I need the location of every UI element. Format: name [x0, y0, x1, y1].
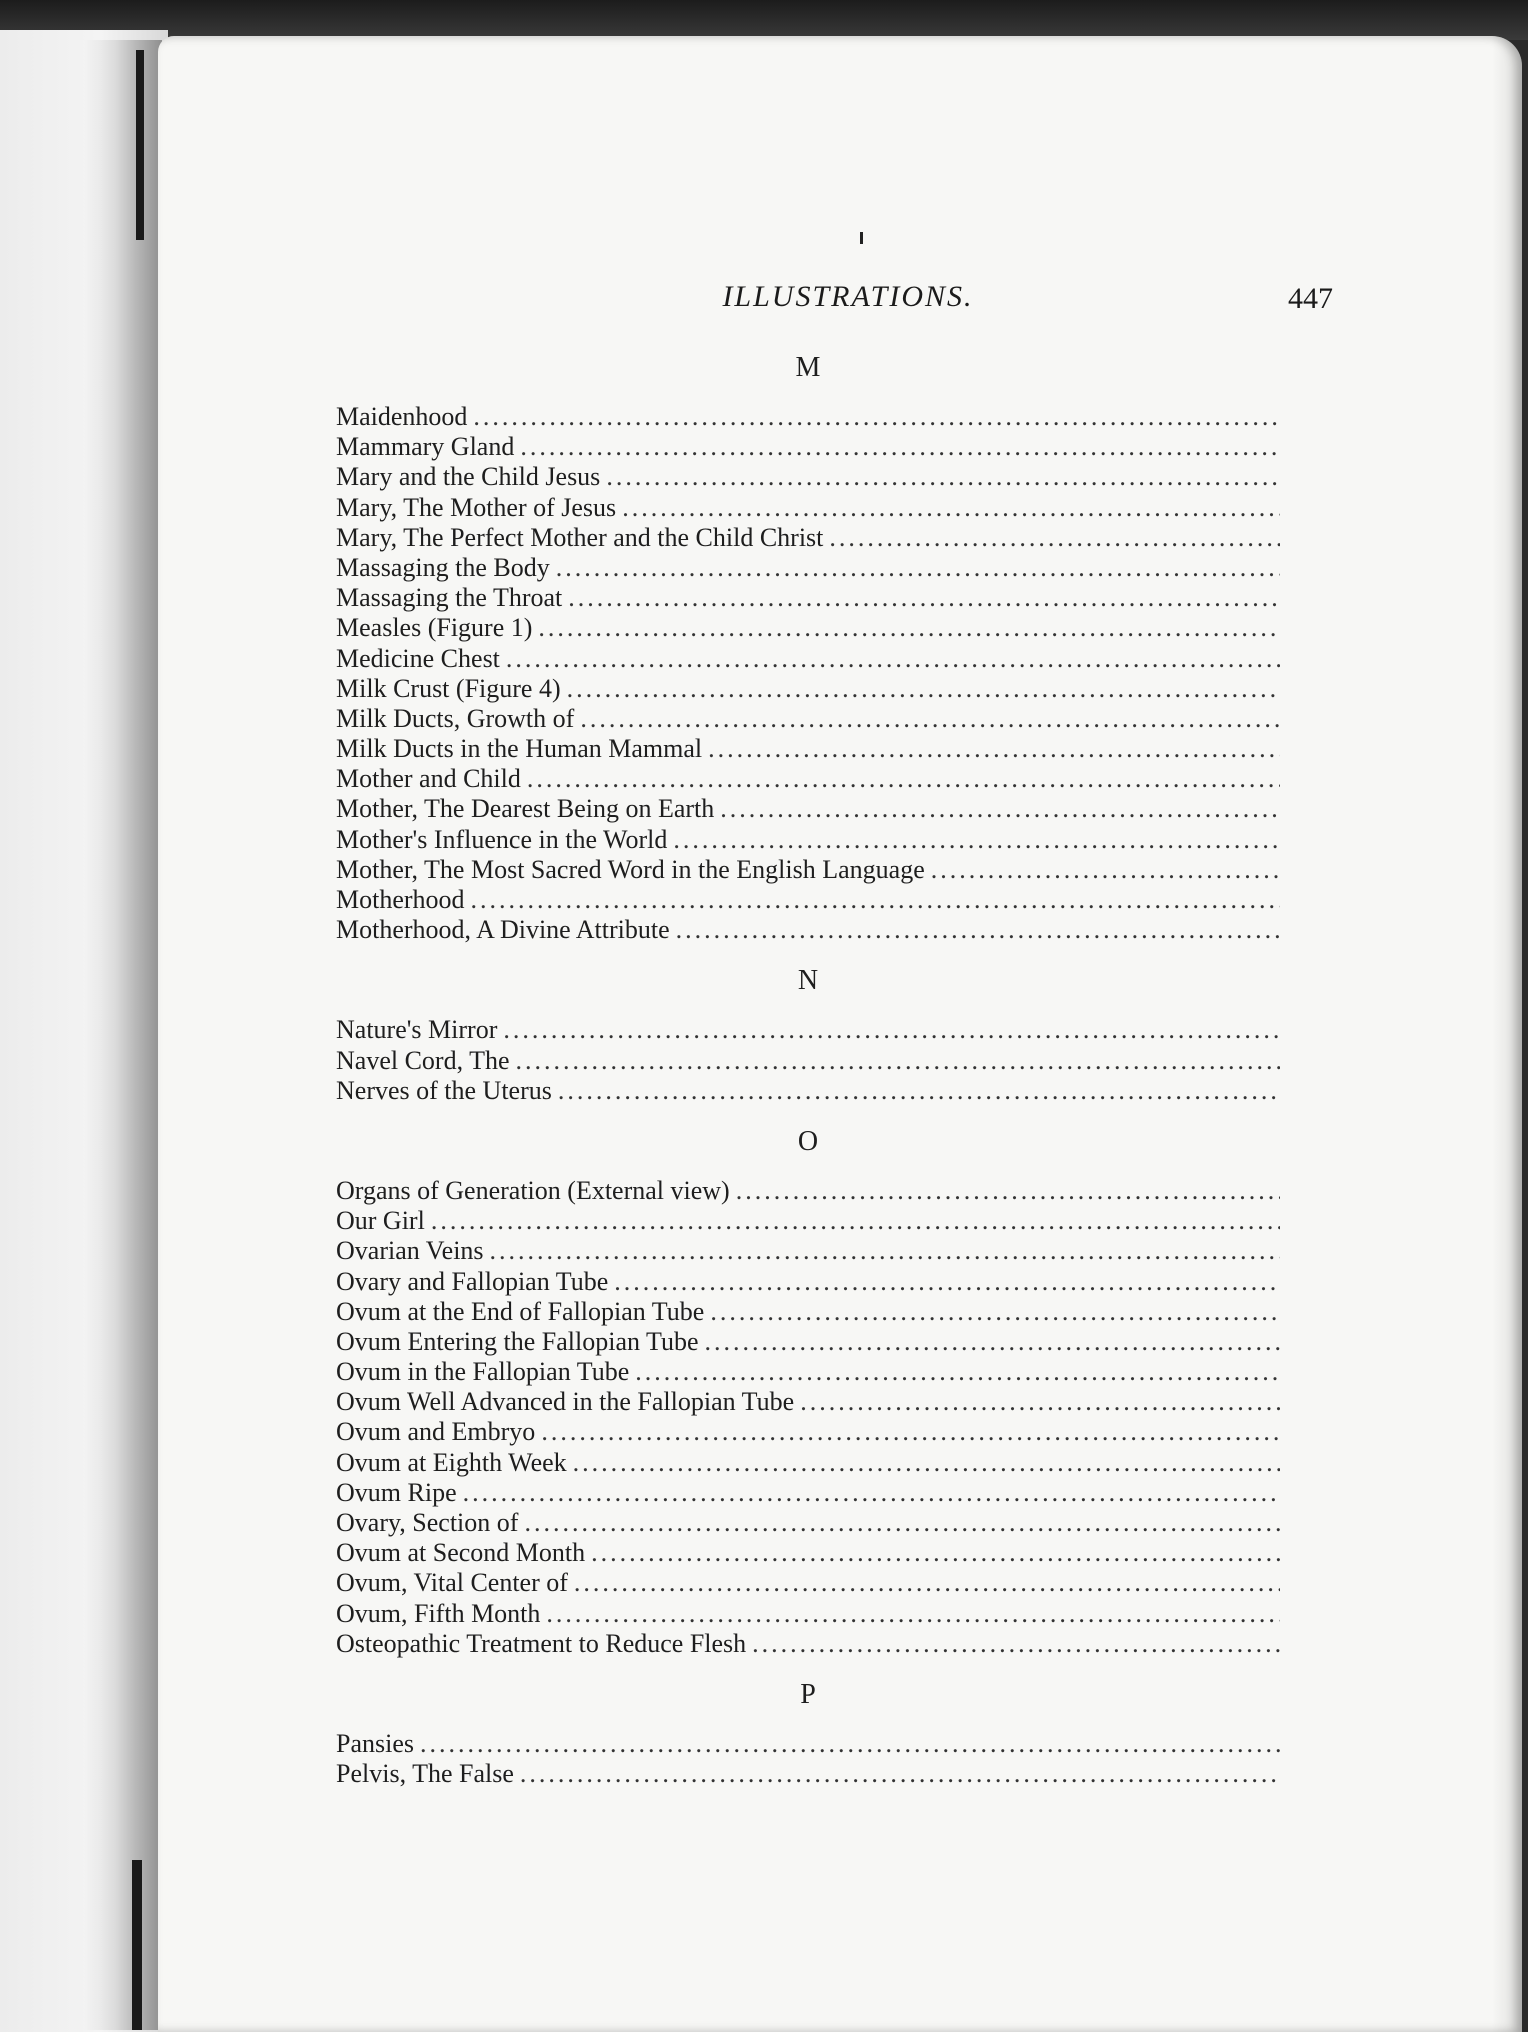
- binding-mark: [132, 1860, 142, 2030]
- dot-leader: [614, 1267, 1280, 1297]
- index-entry: [336, 855, 1280, 885]
- dot-leader: [800, 1387, 1280, 1417]
- dot-leader: [673, 825, 1280, 855]
- entry-title: Measles (Figure 1): [336, 613, 533, 643]
- entry-title: Ovum at Eighth Week: [336, 1447, 567, 1477]
- dot-leader: [573, 1448, 1280, 1478]
- index-entry: [336, 462, 1280, 492]
- entry-title: Ovum, Fifth Month: [336, 1598, 541, 1628]
- index-entry: [336, 583, 1280, 613]
- entry-title: Organs of Generation (External view): [336, 1175, 730, 1205]
- entry-title: Ovum Ripe: [336, 1477, 457, 1507]
- entry-title: Mother, The Dearest Being on Earth: [336, 794, 715, 824]
- entry-title: Nerves of the Uterus: [336, 1075, 552, 1105]
- entry-title: Massaging the Body: [336, 552, 550, 582]
- index-entry: [336, 1267, 1280, 1297]
- entry-title: Ovum in the Fallopian Tube: [336, 1357, 630, 1387]
- index-entry: [336, 1568, 1280, 1598]
- entry-title: Milk Ducts, Growth of: [336, 703, 575, 733]
- binding-mark: [136, 50, 144, 240]
- index-entry: [336, 1297, 1280, 1327]
- index-entry: [336, 644, 1280, 674]
- dot-leader: [568, 583, 1280, 613]
- dot-leader: [635, 1357, 1280, 1387]
- index-entry: [336, 1357, 1280, 1387]
- index-entry: [336, 825, 1280, 855]
- dot-leader: [503, 1015, 1280, 1045]
- index-section: [336, 1677, 1280, 1789]
- index-entry: [336, 794, 1280, 824]
- entry-title: Massaging the Throat: [336, 583, 563, 613]
- dot-leader: [520, 432, 1280, 462]
- dot-leader: [829, 523, 1280, 553]
- entry-title: Ovum, Vital Center of: [336, 1568, 568, 1598]
- dot-leader: [490, 1236, 1280, 1266]
- index-entry: [336, 1417, 1280, 1447]
- entry-title: Ovum Entering the Fallopian Tube: [336, 1326, 699, 1356]
- page-edge-shade: [1492, 36, 1522, 2032]
- dot-leader: [558, 1076, 1280, 1106]
- dot-leader: [591, 1538, 1280, 1568]
- dot-leader: [524, 1508, 1280, 1538]
- index-entry: [336, 915, 1280, 945]
- index-entry: [336, 493, 1280, 523]
- dot-leader: [676, 915, 1280, 945]
- entry-title: Mary, The Perfect Mother and the Child Christ: [336, 522, 824, 552]
- index-entry: [336, 523, 1280, 553]
- index-entry: [336, 1015, 1280, 1045]
- entry-title: Motherhood: [336, 885, 465, 914]
- scan-frame-top: [0, 0, 1528, 40]
- index-entry: [336, 1629, 1280, 1659]
- dot-leader: [736, 1176, 1280, 1206]
- entry-title: Ovarian Veins: [336, 1236, 484, 1266]
- dot-leader: [574, 1568, 1280, 1598]
- dot-leader: [705, 1327, 1280, 1357]
- dot-leader: [622, 493, 1280, 523]
- dot-leader: [473, 402, 1280, 432]
- entry-title: Ovum and Embryo: [336, 1417, 536, 1447]
- index-entry: [336, 1327, 1280, 1357]
- entry-title: Milk Crust (Figure 4): [336, 673, 561, 703]
- dot-leader: [471, 885, 1280, 915]
- entry-title: Mother and Child: [336, 764, 521, 794]
- index-entry: [336, 1538, 1280, 1568]
- entry-title: Ovary, Section of: [336, 1508, 519, 1537]
- entry-title: Navel Cord, The: [336, 1045, 510, 1075]
- dot-leader: [431, 1206, 1280, 1236]
- dot-leader: [556, 553, 1280, 583]
- entry-title: Maidenhood: [336, 402, 468, 431]
- book-spine-shadow: [84, 40, 162, 2030]
- section-letter: N: [797, 965, 819, 997]
- index-entry: [336, 1076, 1280, 1106]
- entry-title: Osteopathic Treatment to Reduce Flesh: [336, 1628, 747, 1658]
- index-entry: [336, 1387, 1280, 1417]
- entry-title: Ovum at Second Month: [336, 1538, 586, 1568]
- index-entry: [336, 885, 1280, 915]
- index-entry: [336, 432, 1280, 462]
- index-entry: [336, 402, 1280, 432]
- entry-title: Medicine Chest: [336, 643, 500, 673]
- index-section: [336, 350, 1280, 945]
- entry-title: Mother's Influence in the World: [336, 824, 668, 854]
- index-entry: [336, 1206, 1280, 1236]
- section-letter: P: [800, 1678, 816, 1710]
- dot-leader: [516, 1046, 1280, 1076]
- entry-title: Ovum Well Advanced in the Fallopian Tube: [336, 1387, 795, 1417]
- section-letter: O: [797, 1125, 819, 1157]
- index-entry: [336, 704, 1280, 734]
- illustrations-index: [336, 340, 1280, 1789]
- dot-leader: [708, 734, 1280, 764]
- index-entry: [336, 1508, 1280, 1538]
- entry-title: Pansies: [336, 1728, 414, 1758]
- dot-leader: [527, 764, 1280, 794]
- dot-leader: [567, 674, 1280, 704]
- dot-leader: [752, 1629, 1280, 1659]
- entry-title: Mother, The Most Sacred Word in the English Language: [336, 854, 925, 884]
- entry-title: Ovary and Fallopian Tube: [336, 1266, 609, 1296]
- entry-title: Mary and the Child Jesus: [336, 462, 601, 492]
- dot-leader: [546, 1599, 1280, 1629]
- index-entry: [336, 1236, 1280, 1266]
- index-section: [336, 1124, 1280, 1659]
- dot-leader: [463, 1478, 1280, 1508]
- index-entry: [336, 764, 1280, 794]
- index-entry: [336, 553, 1280, 583]
- print-speck: [860, 232, 863, 244]
- entry-title: Mary, The Mother of Jesus: [336, 492, 617, 522]
- dot-leader: [580, 704, 1280, 734]
- section-letter: M: [795, 352, 821, 383]
- index-entry: [336, 1046, 1280, 1076]
- dot-leader: [720, 794, 1280, 824]
- index-entry: [336, 674, 1280, 704]
- dot-leader: [931, 855, 1280, 885]
- index-entry: [336, 1176, 1280, 1206]
- index-section: [336, 963, 1280, 1106]
- index-entry: [336, 1599, 1280, 1629]
- entry-title: Mammary Gland: [336, 432, 515, 462]
- index-entry: [336, 1478, 1280, 1508]
- dot-leader: [506, 644, 1280, 674]
- dot-leader: [710, 1297, 1280, 1327]
- running-head: ILLUSTRATIONS.: [722, 280, 974, 313]
- dot-leader: [541, 1417, 1280, 1447]
- index-entry: [336, 734, 1280, 764]
- entry-title: Motherhood, A Divine Attribute: [336, 915, 670, 945]
- dot-leader: [538, 613, 1280, 643]
- entry-title: Nature's Mirror: [336, 1015, 498, 1045]
- index-entry: [336, 613, 1280, 643]
- index-entry: [336, 1759, 1280, 1789]
- page-number: 447: [1288, 282, 1333, 315]
- index-entry: [336, 1729, 1280, 1759]
- entry-title: Pelvis, The False: [336, 1759, 514, 1789]
- entry-title: Ovum at the End of Fallopian Tube: [336, 1296, 705, 1326]
- entry-title: Milk Ducts in the Human Mammal: [336, 734, 703, 764]
- dot-leader: [520, 1759, 1280, 1789]
- dot-leader: [606, 462, 1280, 492]
- dot-leader: [420, 1729, 1280, 1759]
- index-entry: [336, 1448, 1280, 1478]
- entry-title: Our Girl: [336, 1206, 425, 1236]
